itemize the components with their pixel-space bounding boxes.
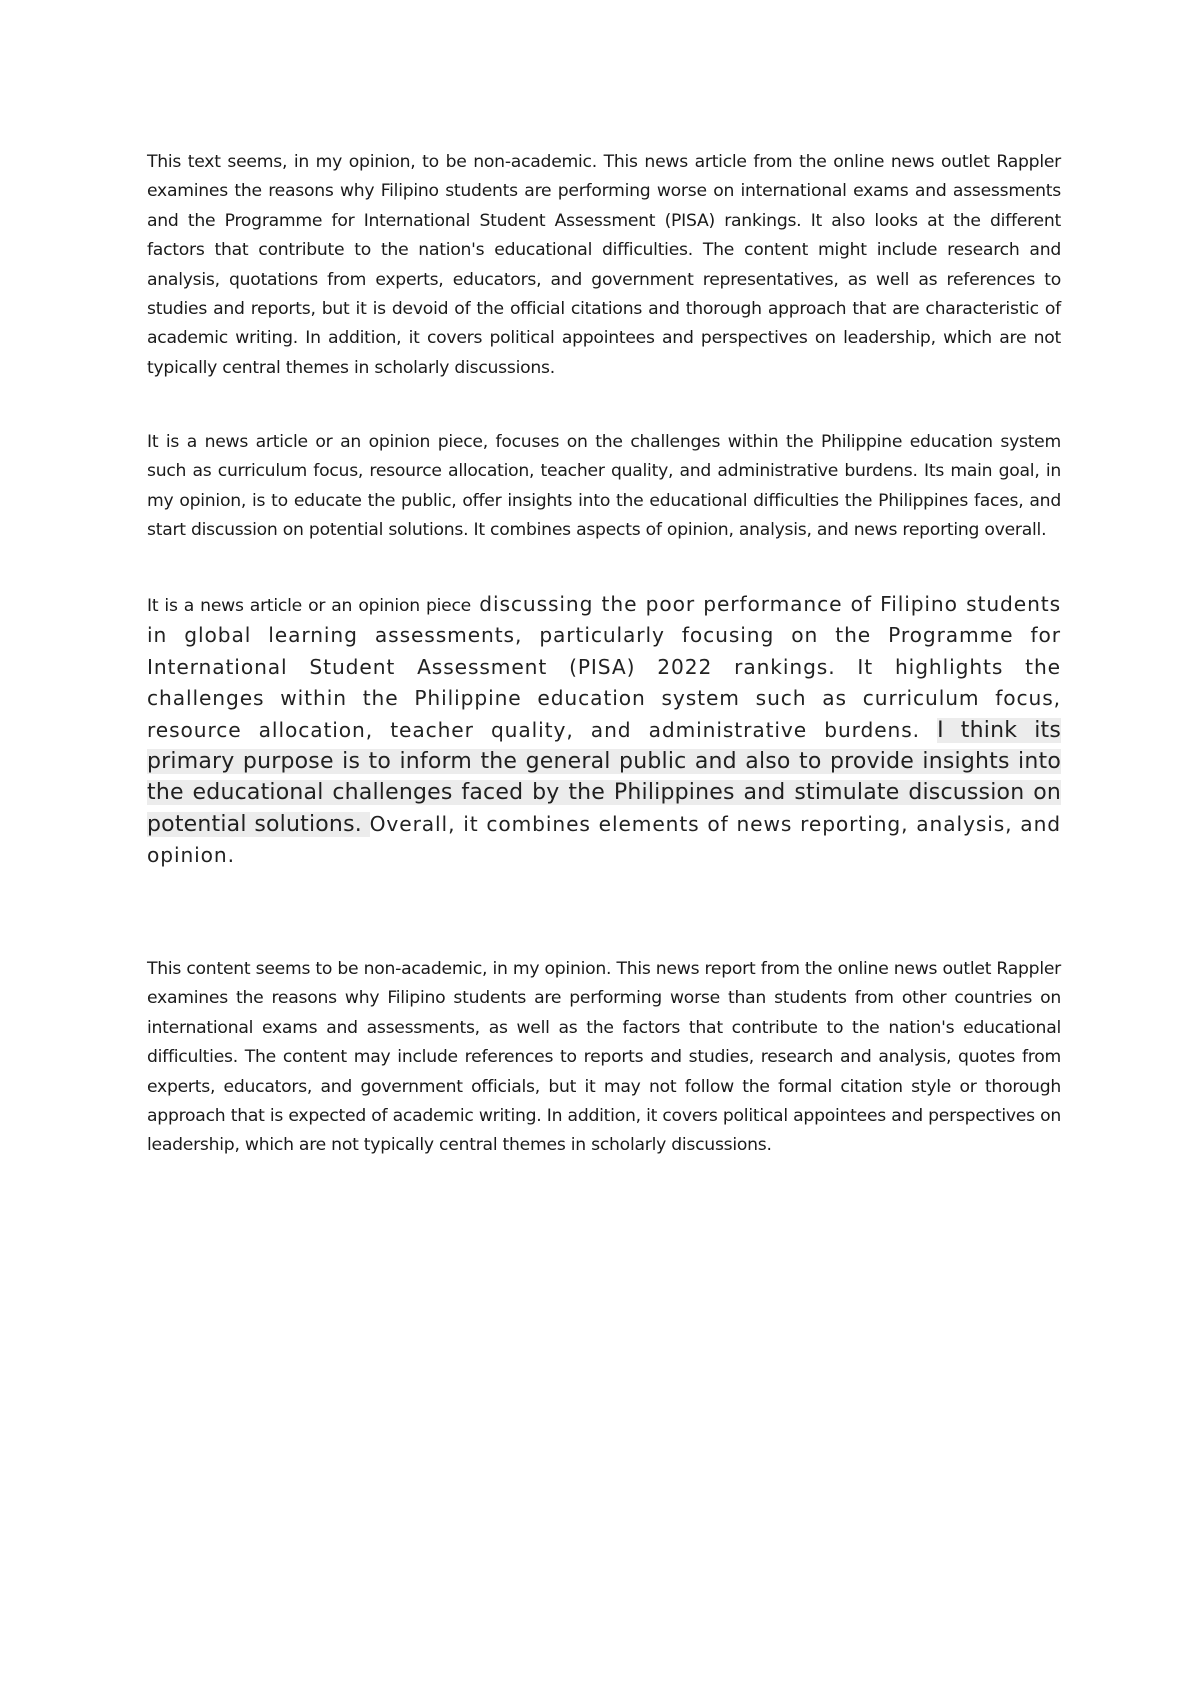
paragraph-3-closing: Overall, it combines elements of news reporting, analysis, and opinion. (147, 811, 1061, 868)
paragraph-3-body: discussing the poor performance of Filipino students in global learning assessments, particularly focusing on the Programme for International Student Assessment (PISA) 2022 rankings. It highlights the challenges within the Philippine education system such as curriculum focus, resource allocation, teacher quality, and administrative burdens. (147, 592, 1061, 742)
paragraph-3-lead: It is a news article or an opinion piece (147, 596, 472, 616)
paragraph-4: This content seems to be non-academic, in my opinion. This news report from the online news outlet Rappler examines the reasons why Filipino students are performing worse than students from other countries on international exams and assessments, as well as the factors that contribute to the nation's educational difficulties. The content may include references to reports and studies, research and analysis, quotes from experts, educators, and government officials, but it may not follow the formal citation style or thorough approach that is expected of academic writing. In addition, it covers political appointees and perspectives on leadership, which are not typically central themes in scholarly discussions. (147, 959, 1061, 1156)
paragraph-1: This text seems, in my opinion, to be non-academic. This news article from the online news outlet Rappler examines the reasons why Filipino students are performing worse on international exams and assessments and the Programme for International Student Assessment (PISA) rankings. It also looks at the different factors that contribute to the nation's educational difficulties. The content might include research and analysis, quotations from experts, educators, and government representatives, as well as references to studies and reports, but it is devoid of the official citations and thorough approach that are characteristic of academic writing. In addition, it covers political appointees and perspectives on leadership, which are not typically central themes in scholarly discussions. (147, 152, 1061, 378)
paragraph-3 (147, 590, 1061, 873)
paragraph-2: It is a news article or an opinion piece, focuses on the challenges within the Philippine education system such as curriculum focus, resource allocation, teacher quality, and administrative burdens. Its main goal, in my opinion, is to educate the public, offer insights into the educational difficulties the Philippines faces, and start discussion on potential solutions. It combines aspects of opinion, analysis, and news reporting overall. (147, 432, 1061, 541)
paragraph-3-highlight: I think its primary purpose is to inform the general public and also to provide insights into the educational challenges faced by the Philippines and stimulate discussion on potential solutions. (147, 717, 1061, 837)
